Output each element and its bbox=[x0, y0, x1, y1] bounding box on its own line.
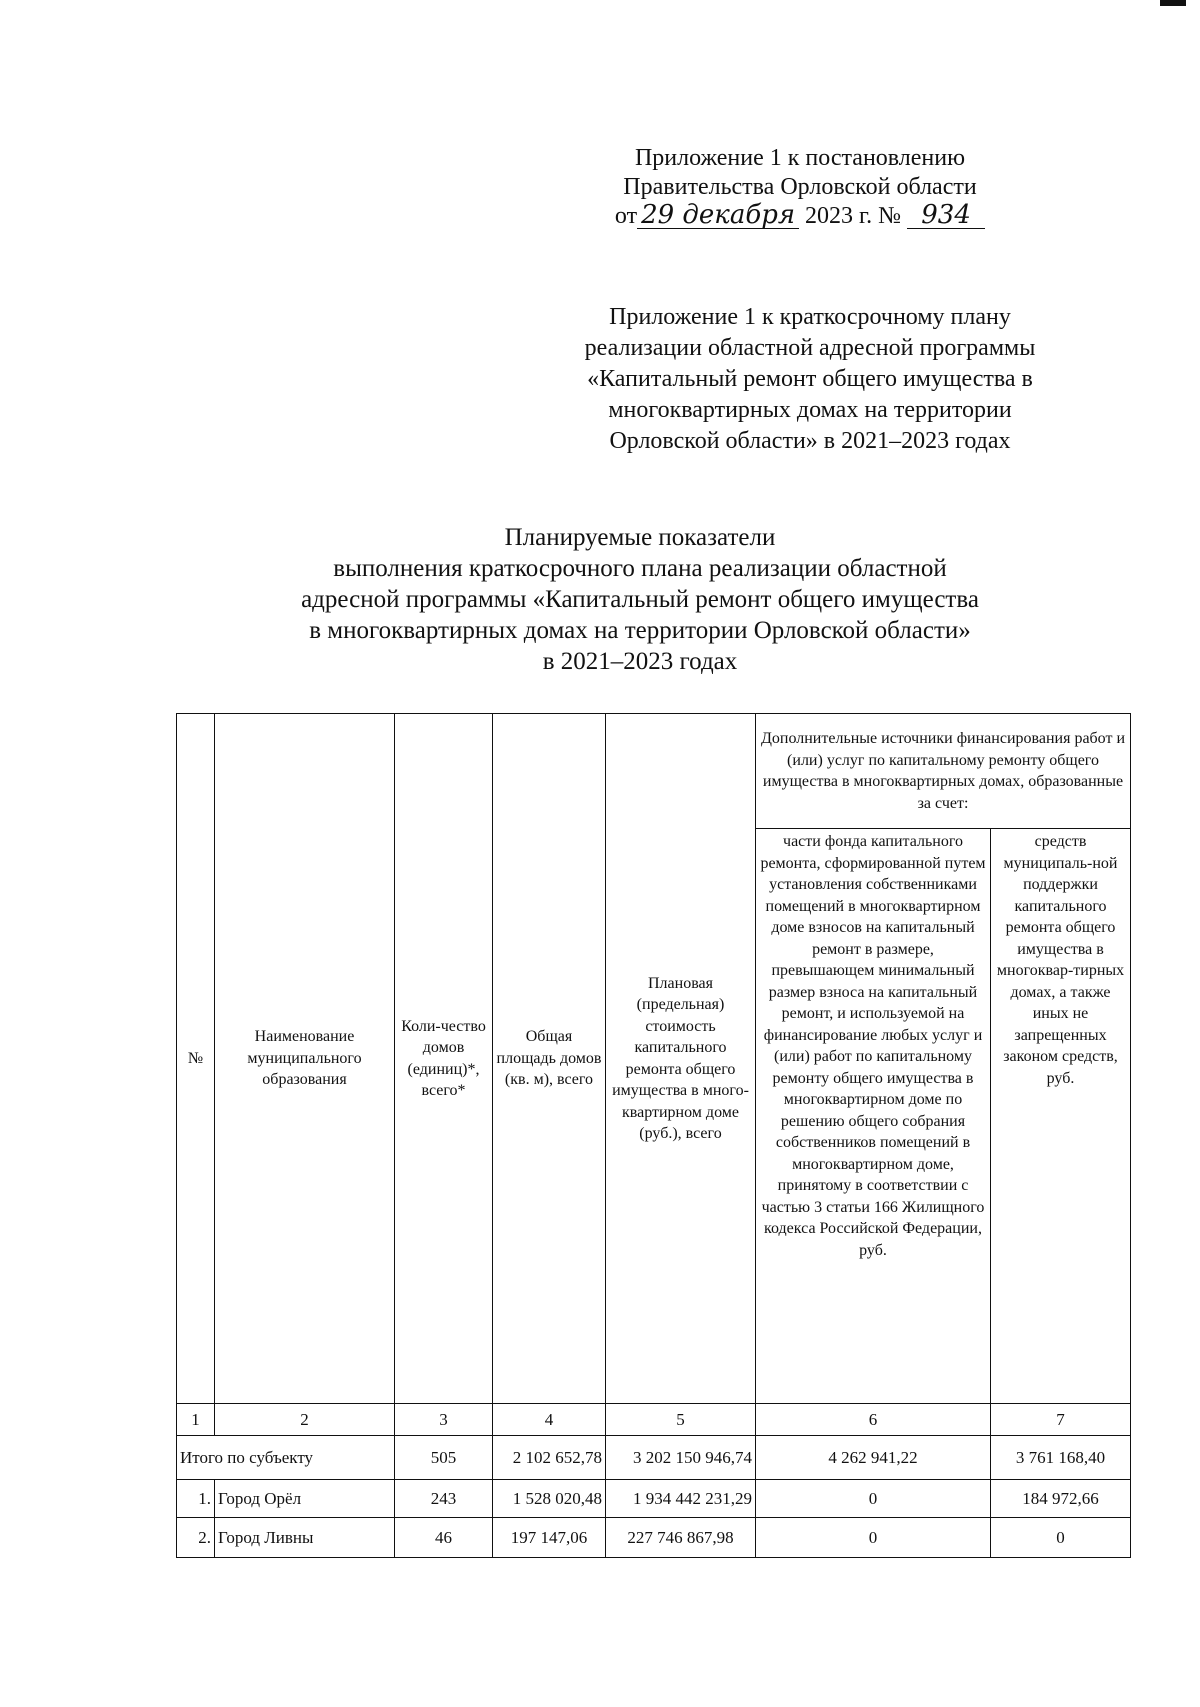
col-number: 5 bbox=[606, 1404, 756, 1436]
header-part-fund: части фонда капитального ремонта, сформированной путем установления собственниками помещений в многоквартирном доме взносов на капитальный ремонт в размере, превышающем минимальный размер взноса на капитальный ремонт, и используемой на финансирование любых услуг и (или) работ по капитальному ремонту общего имущества в многоквартирном доме по решению общего собрания собственников помещений в многоквартирном доме, принятому в соответствии с частью 3 статьи 166 Жилищного кодекса Российской Федерации, руб. bbox=[756, 829, 991, 1404]
title-line: в многоквартирных домах на территории Орловской области» bbox=[309, 617, 971, 644]
row-municipal: 184 972,66 bbox=[991, 1480, 1131, 1518]
approval-block bbox=[560, 144, 1040, 231]
header-additional-sources: Дополнительные источники финансирования работ и (или) услуг по капитальному ремонту общего имущества в многоквартирных домах, образованные за счет: bbox=[756, 714, 1131, 829]
title-line: в 2021–2023 годах bbox=[542, 648, 738, 675]
total-houses: 505 bbox=[395, 1436, 493, 1480]
header-cost: Плановая (предельная) стоимость капитального ремонта общего имущества в много-квартирном доме (руб.), всего bbox=[606, 714, 756, 1404]
row-municipal: 0 bbox=[991, 1518, 1131, 1558]
column-number-row bbox=[177, 1404, 1131, 1436]
document-title bbox=[200, 522, 1080, 677]
approval-line-1: Приложение 1 к постановлению bbox=[634, 145, 966, 171]
indicators-table bbox=[176, 713, 1131, 1558]
corner-scan-mark bbox=[1160, 0, 1186, 6]
col-number: 6 bbox=[756, 1404, 991, 1436]
row-houses: 243 bbox=[395, 1480, 493, 1518]
total-municipal: 3 761 168,40 bbox=[991, 1436, 1131, 1480]
appendix-line: многоквартирных домах на территории bbox=[608, 397, 1012, 423]
appendix-block bbox=[550, 302, 1070, 457]
row-houses: 46 bbox=[395, 1518, 493, 1558]
header-name: Наименование муниципального образования bbox=[215, 714, 395, 1404]
title-line: Планируемые показатели bbox=[504, 524, 776, 551]
table-row bbox=[177, 1480, 1131, 1518]
row-num: 2. bbox=[177, 1518, 215, 1558]
row-part-fund: 0 bbox=[756, 1480, 991, 1518]
approval-prefix: от bbox=[614, 203, 638, 229]
row-num: 1. bbox=[177, 1480, 215, 1518]
row-area: 1 528 020,48 bbox=[493, 1480, 606, 1518]
row-area: 197 147,06 bbox=[493, 1518, 606, 1558]
approval-year: 2023 г. № bbox=[805, 203, 902, 229]
row-name: Город Ливны bbox=[215, 1518, 395, 1558]
table-row bbox=[177, 1518, 1131, 1558]
row-cost: 227 746 867,98 bbox=[606, 1518, 756, 1558]
handwritten-date: 29 декабря bbox=[637, 202, 799, 229]
approval-line-3 bbox=[560, 202, 1040, 231]
title-line: выполнения краткосрочного плана реализации областной bbox=[333, 555, 947, 582]
total-cost: 3 202 150 946,74 bbox=[606, 1436, 756, 1480]
approval-line-2: Правительства Орловской области bbox=[623, 174, 977, 200]
header-municipal: средств муниципаль-ной поддержки капитального ремонта общего имущества в многоквар-тирных домах, а также иных не запрещенных законом средств, руб. bbox=[991, 829, 1131, 1404]
header-num: № bbox=[177, 714, 215, 1404]
total-row bbox=[177, 1436, 1131, 1480]
col-number: 2 bbox=[215, 1404, 395, 1436]
handwritten-number: 934 bbox=[907, 202, 985, 229]
header-area: Общая площадь домов (кв. м), всего bbox=[493, 714, 606, 1404]
appendix-line: «Капитальный ремонт общего имущества в bbox=[587, 366, 1033, 392]
title-line: адресной программы «Капитальный ремонт общего имущества bbox=[301, 586, 979, 613]
total-area: 2 102 652,78 bbox=[493, 1436, 606, 1480]
col-number: 7 bbox=[991, 1404, 1131, 1436]
total-label: Итого по субъекту bbox=[177, 1436, 395, 1480]
appendix-line: Приложение 1 к краткосрочному плану bbox=[609, 304, 1011, 330]
row-part-fund: 0 bbox=[756, 1518, 991, 1558]
row-cost: 1 934 442 231,29 bbox=[606, 1480, 756, 1518]
col-number: 1 bbox=[177, 1404, 215, 1436]
col-number: 3 bbox=[395, 1404, 493, 1436]
row-name: Город Орёл bbox=[215, 1480, 395, 1518]
header-houses: Коли-чество домов (единиц)*, всего* bbox=[395, 714, 493, 1404]
total-part-fund: 4 262 941,22 bbox=[756, 1436, 991, 1480]
appendix-line: Орловской области» в 2021–2023 годах bbox=[609, 428, 1011, 454]
header-row-1 bbox=[177, 714, 1131, 829]
col-number: 4 bbox=[493, 1404, 606, 1436]
appendix-line: реализации областной адресной программы bbox=[584, 335, 1036, 361]
